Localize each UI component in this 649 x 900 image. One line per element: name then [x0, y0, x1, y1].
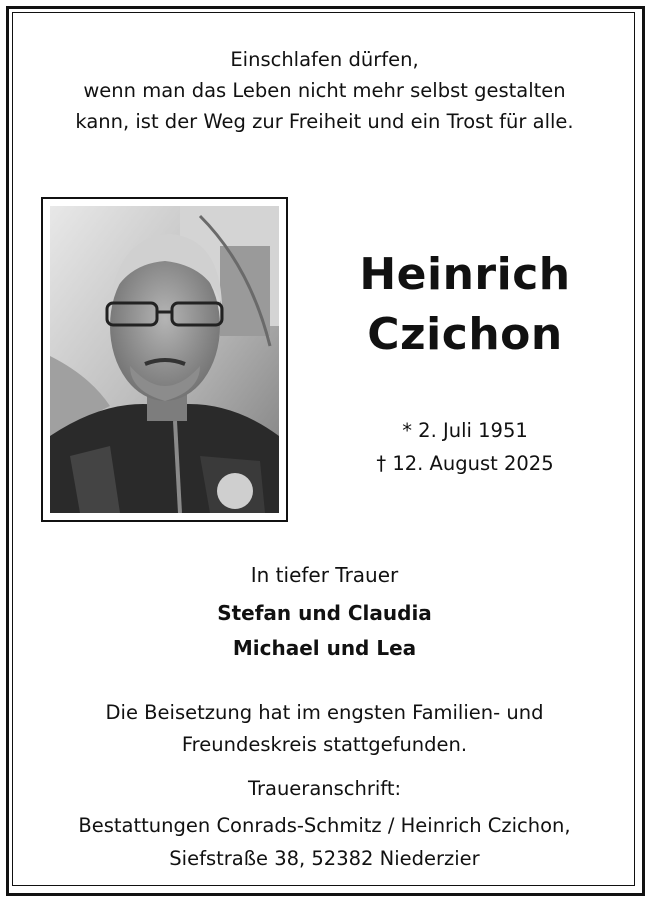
- first-name: Heinrich: [359, 249, 571, 300]
- burial-notice: [0, 697, 649, 761]
- mourner-name: Michael und Lea: [232, 636, 417, 660]
- birth-date: * 2. Juli 1951: [402, 419, 528, 442]
- poem-line: kann, ist der Weg zur Freiheit und ein Trost für alle.: [75, 110, 574, 133]
- mourning-heading: In tiefer Trauer: [250, 563, 399, 587]
- address-label: Traueranschrift:: [247, 777, 402, 800]
- notice-line: Freundeskreis stattgefunden.: [181, 733, 468, 756]
- mourners-list: [0, 596, 649, 666]
- poem: [0, 44, 649, 137]
- portrait-frame: [41, 197, 288, 522]
- deceased-name: [330, 245, 600, 365]
- death-date: † 12. August 2025: [376, 452, 554, 475]
- mourning-address: [0, 809, 649, 875]
- poem-line: Einschlafen dürfen,: [230, 48, 419, 71]
- notice-line: Die Beisetzung hat im engsten Familien- und: [105, 701, 544, 724]
- mourner-name: Stefan und Claudia: [217, 601, 432, 625]
- portrait-photo: [50, 206, 279, 513]
- address-line: Siefstraße 38, 52382 Niederzier: [169, 847, 480, 870]
- life-dates: [330, 414, 600, 480]
- poem-line: wenn man das Leben nicht mehr selbst gestalten: [83, 79, 566, 102]
- address-line: Bestattungen Conrads-Schmitz / Heinrich Czichon,: [78, 814, 571, 837]
- last-name: Czichon: [367, 309, 563, 360]
